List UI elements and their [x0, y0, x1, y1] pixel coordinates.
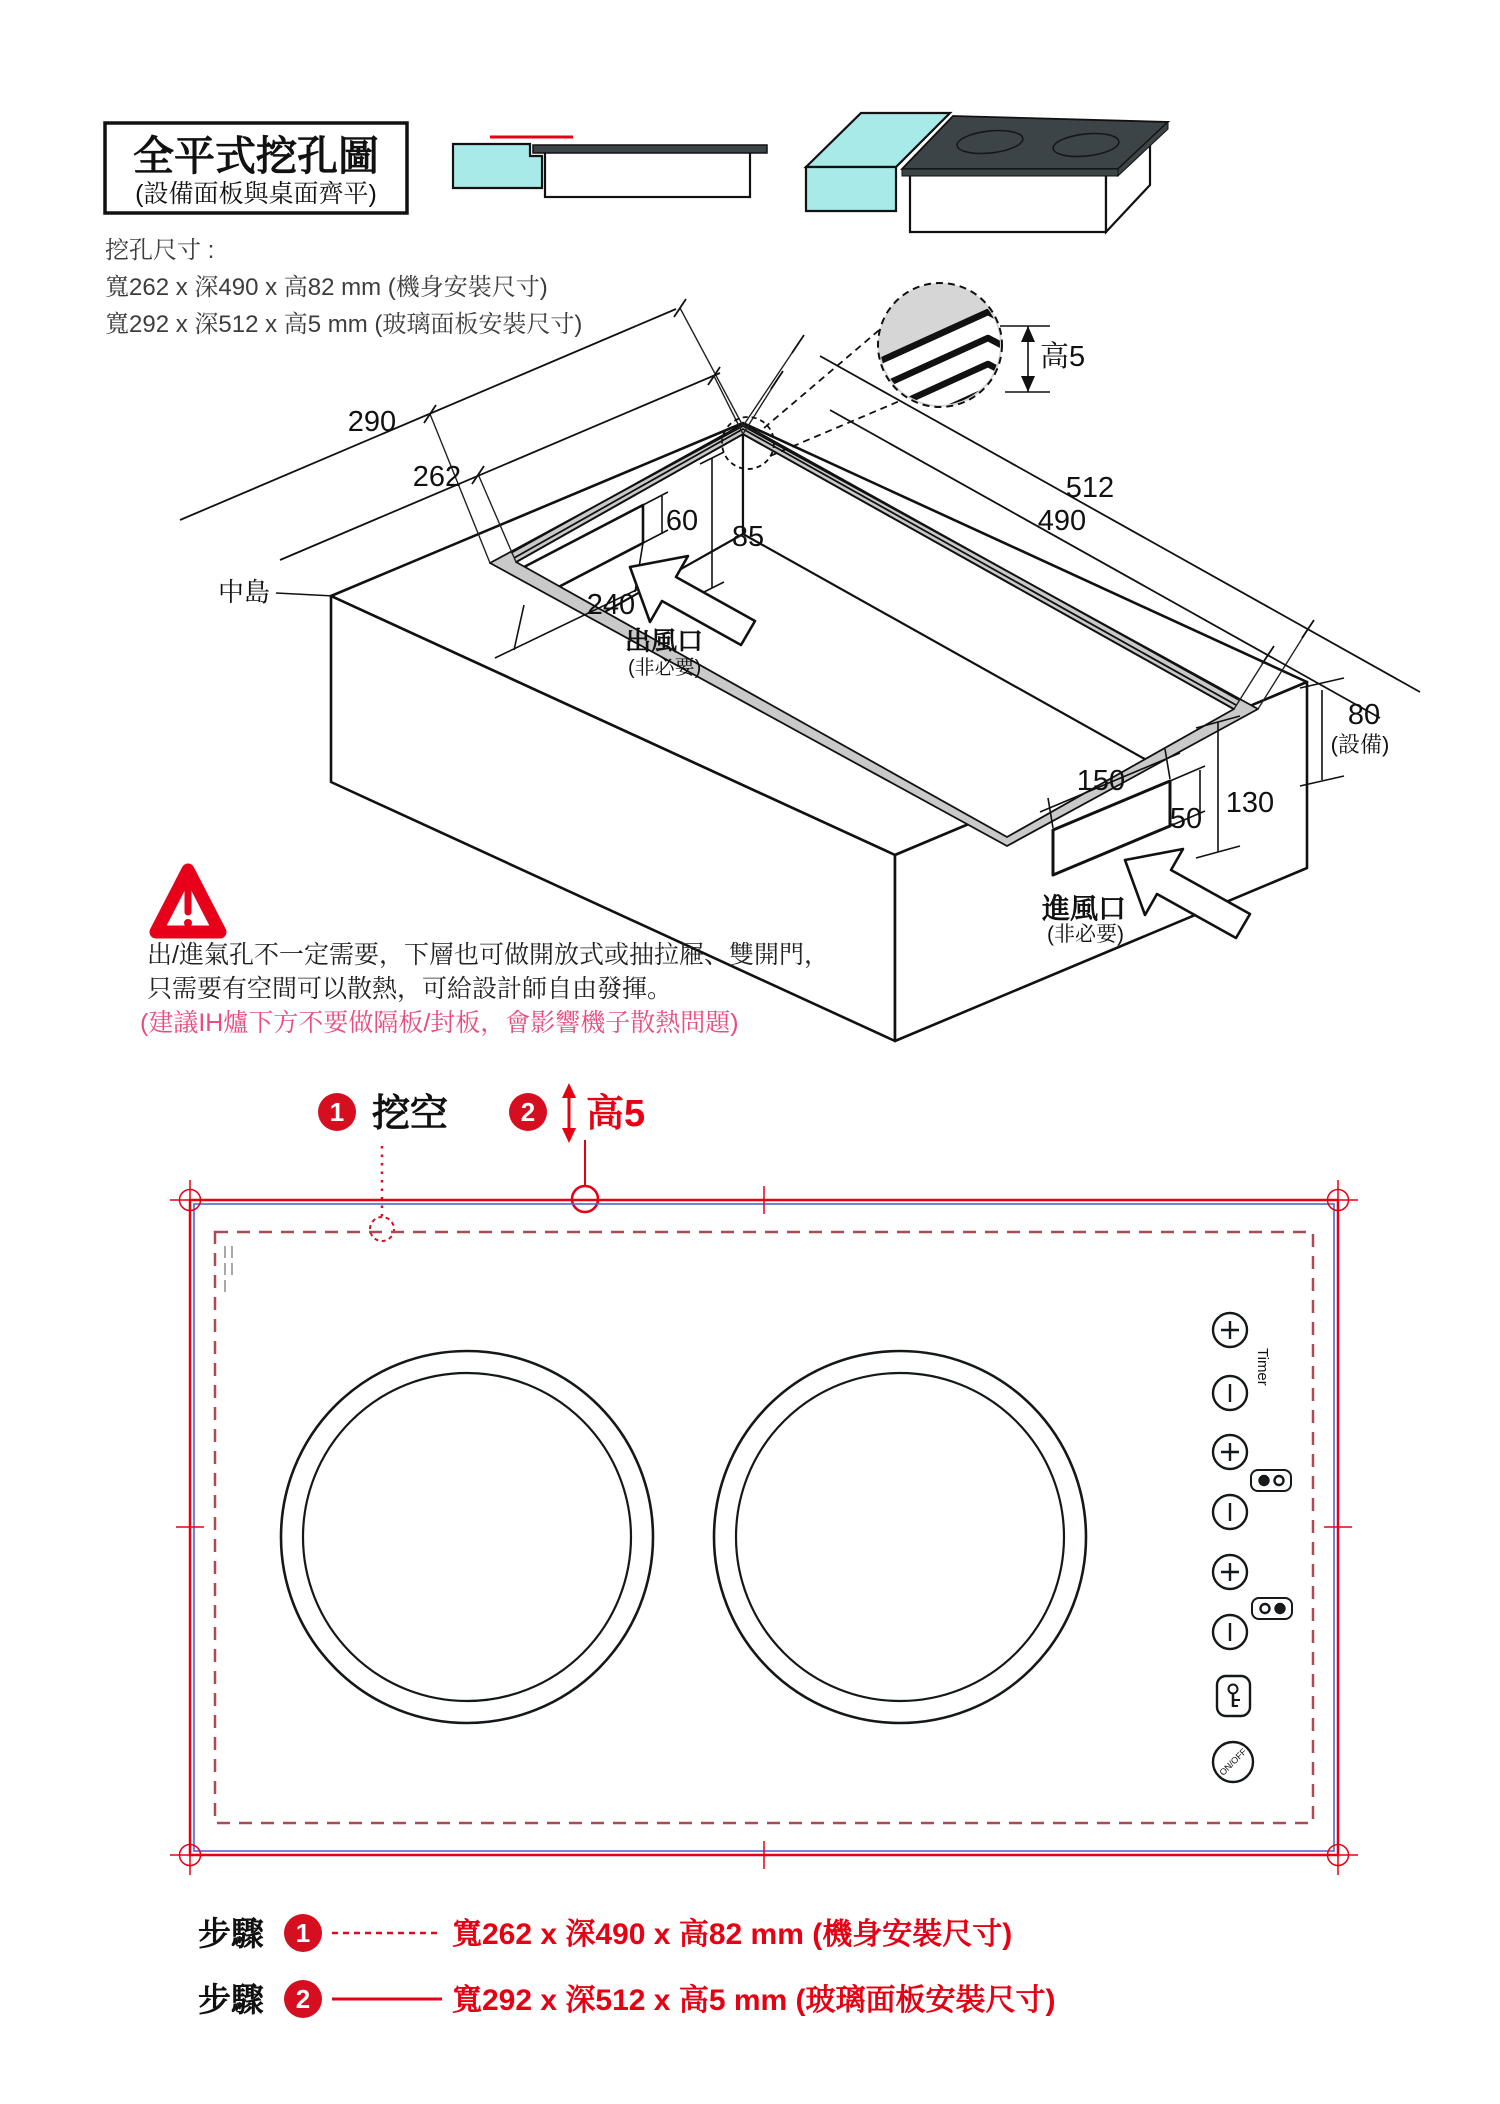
zone1-indicator-dot-on [1260, 1476, 1269, 1485]
warning-note: (建議IH爐下方不要做隔板/封板，會影響機子散熱問題) [140, 1009, 739, 1037]
outlet-note: (非必要) [628, 657, 702, 679]
onoff-label: ON/OFF [1217, 1746, 1249, 1778]
step1-label: 挖空 [372, 1093, 449, 1135]
registration-marks [170, 1180, 1358, 1875]
dim-150: 150 [1076, 765, 1126, 797]
burner-right-inner [736, 1373, 1064, 1701]
inlet-note: (非必要) [1047, 923, 1124, 946]
glass-cut-outline [190, 1200, 1338, 1855]
page-subtitle: (設備面板與桌面齊平) [135, 180, 377, 208]
burner-left-inner [303, 1373, 631, 1701]
title-block [105, 123, 407, 213]
dim-130: 130 [1225, 787, 1275, 819]
legend-step2-text: 寬292 x 深512 x 高5 mm (玻璃面板安裝尺寸) [452, 1984, 1056, 2017]
legend-step1-word: 步驟 [198, 1915, 264, 1952]
dim-240: 240 [586, 589, 636, 621]
detail-circle [870, 283, 1060, 440]
burner-left-outer [281, 1351, 653, 1723]
detail-arrow-down [1021, 376, 1035, 392]
body-cut-outline [215, 1232, 1313, 1823]
timer-label: Timer [1254, 1348, 1271, 1386]
step2-badge-num: 2 [520, 1097, 536, 1127]
legend-step2-num: 2 [295, 1984, 311, 2014]
flush-iso-diagram [806, 113, 1168, 232]
plan-view [170, 1083, 1358, 1875]
spec-line-2: 寬292 x 深512 x 高5 mm (玻璃面板安裝尺寸) [105, 311, 583, 338]
dim-85: 85 [731, 521, 765, 553]
spec-heading: 挖孔尺寸 : [105, 237, 215, 264]
zone2-indicator-dot-off [1261, 1604, 1270, 1613]
zone2-indicator-dot-on [1276, 1604, 1285, 1613]
burner-right-outer [714, 1351, 1086, 1723]
counter-section [453, 144, 542, 188]
zone1-indicator [1251, 1470, 1291, 1491]
burners [281, 1351, 1086, 1723]
body-section [545, 152, 750, 197]
step2-arrow-up [562, 1083, 576, 1098]
crosshair-top-right [1318, 1180, 1358, 1220]
step1-target-circle [370, 1217, 394, 1241]
legend-step2-word: 步驟 [198, 1981, 264, 2018]
detail-leader-1 [764, 326, 884, 428]
glass-inner-outline [194, 1204, 1334, 1851]
key-icon [1229, 1685, 1238, 1694]
spec-line-1: 寬262 x 深490 x 高82 mm (機身安裝尺寸) [105, 274, 548, 301]
dim-512: 512 [1065, 472, 1115, 504]
dim-490: 490 [1037, 505, 1087, 537]
dim-262: 262 [412, 461, 462, 493]
dim-80-note: (設備) [1330, 732, 1390, 757]
island-iso-drawing [180, 283, 1420, 1041]
iso-body-front [910, 175, 1106, 232]
detail-leader-2 [770, 400, 902, 456]
glass-print-marks [225, 1246, 232, 1292]
dim-50: 50 [1169, 803, 1203, 835]
dim-60: 60 [665, 505, 699, 537]
warning-line-1: 出/進氣孔不一定需要，下層也可做開放式或抽拉屜、雙開門， [147, 941, 829, 969]
legend-step1-num: 1 [295, 1918, 311, 1948]
glass-section [533, 145, 767, 153]
step2-label: 高5 [586, 1093, 646, 1135]
spec-block [105, 237, 582, 338]
crosshair-bottom-right [1318, 1835, 1358, 1875]
detail-height-label: 高5 [1040, 341, 1086, 373]
iso-counter-front [806, 167, 896, 211]
zone1-indicator-dot-off [1275, 1476, 1284, 1485]
island-label: 中島 [218, 577, 271, 607]
step2-arrow-down [562, 1128, 576, 1143]
warning-exclamation-dot [184, 919, 192, 927]
flush-section-diagram [453, 137, 767, 197]
zone2-indicator [1252, 1598, 1292, 1619]
iso-glass-edge-front [902, 169, 1118, 176]
step1-badge-num: 1 [329, 1097, 345, 1127]
legend [198, 1914, 1056, 2018]
outlet-label: 出風口 [625, 626, 704, 656]
island-label-leader [276, 593, 334, 596]
inlet-label: 進風口 [1042, 893, 1127, 924]
control-panel [1213, 1313, 1292, 1782]
dim-290: 290 [347, 406, 397, 438]
crosshair-bottom-left [170, 1835, 210, 1875]
detail-arrow-up [1021, 326, 1035, 342]
dim-80: 80 [1347, 699, 1381, 731]
crosshair-top-left [170, 1180, 210, 1220]
warning-line-2: 只需要有空間可以散熱，可給設計師自由發揮。 [147, 975, 673, 1003]
page-title: 全平式挖孔圖 [133, 133, 379, 179]
legend-step1-text: 寬262 x 深490 x 高82 mm (機身安裝尺寸) [452, 1918, 1013, 1951]
